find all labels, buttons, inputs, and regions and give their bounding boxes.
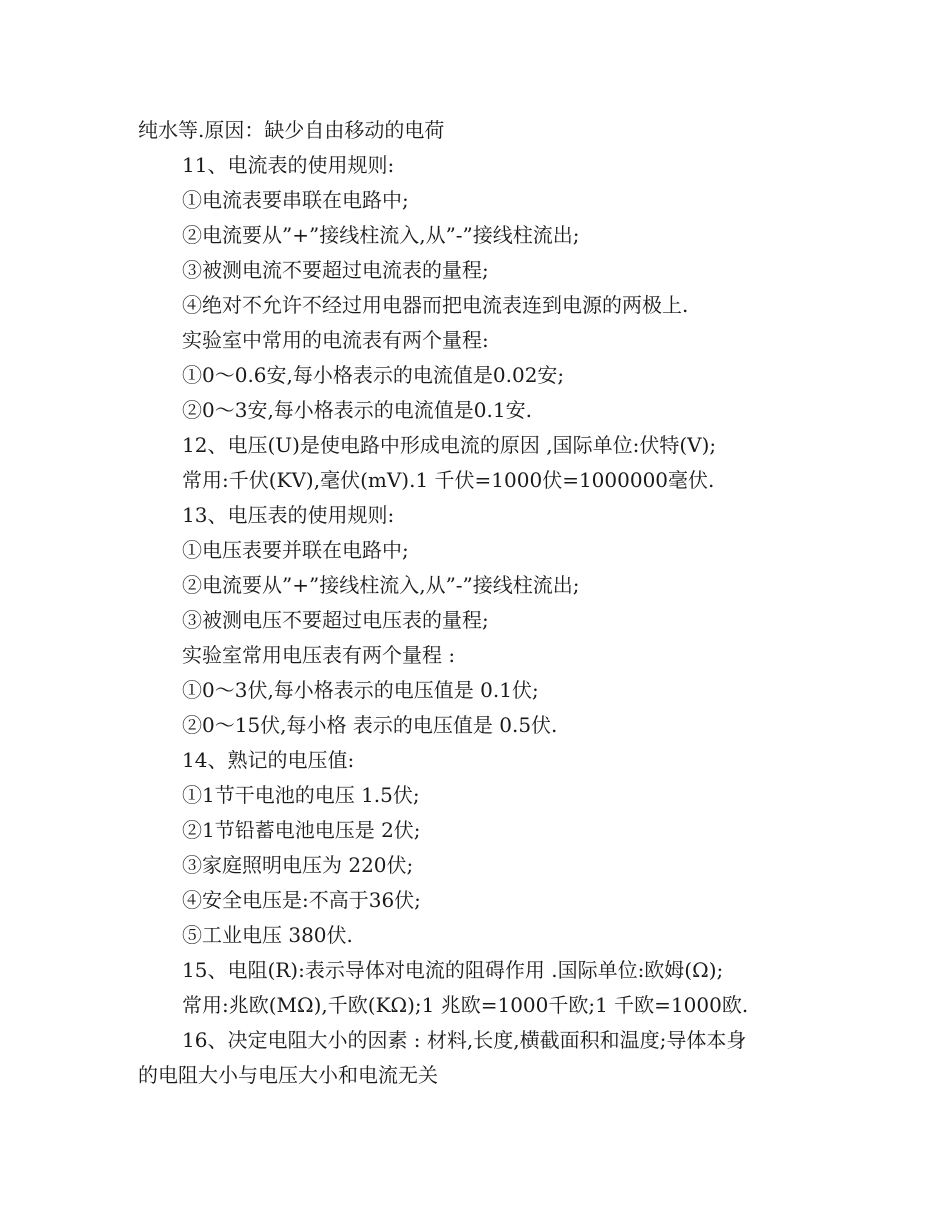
text-line: ②0～15伏,每小格 表示的电压值是 0.5伏. [182,713,558,737]
text-line: 15、电阻(R):表示导体对电流的阻碍作用 .国际单位:欧姆(Ω); [182,958,724,982]
text-line: ③被测电压不要超过电压表的量程; [182,608,489,632]
text-line: 13、电压表的使用规则: [182,503,395,527]
text-line: 16、决定电阻大小的因素 : 材料,长度,横截面积和温度;导体本身 [182,1028,747,1052]
text-line: 14、熟记的电压值: [182,748,355,772]
text-line: ②电流要从”+”接线柱流入,从”-”接线柱流出; [182,223,580,247]
text-line: ③被测电流不要超过电流表的量程; [182,258,489,282]
text-line: ④安全电压是:不高于36伏; [182,888,421,912]
text-line: ②0～3安,每小格表示的电流值是0.1安. [182,398,532,422]
text-line: ③家庭照明电压为 220伏; [182,853,414,877]
text-line: ④绝对不允许不经过用电器而把电流表连到电源的两极上. [182,293,689,317]
text-line: ①0～3伏,每小格表示的电压值是 0.1伏; [182,678,539,702]
text-line: 的电阻大小与电压大小和电流无关 [138,1063,438,1087]
text-line: 常用:兆欧(MΩ),千欧(KΩ);1 兆欧=1000千欧;1 千欧=1000欧. [182,993,749,1017]
text-line: 纯水等.原因：缺少自由移动的电荷 [138,118,445,142]
text-line: ⑤工业电压 380伏. [182,923,353,947]
text-line: ②1节铅蓄电池电压是 2伏; [182,818,421,842]
document-body [138,113,818,1093]
text-line: ①电压表要并联在电路中; [182,538,409,562]
text-line: ①1节干电池的电压 1.5伏; [182,783,420,807]
text-line: ①0～0.6安,每小格表示的电流值是0.02安; [182,363,565,387]
text-line: ①电流表要串联在电路中; [182,188,409,212]
text-line: 12、电压(U)是使电路中形成电流的原因 ,国际单位:伏特(V); [182,433,717,457]
text-line: 实验室中常用的电流表有两个量程: [182,328,489,352]
text-line: 常用:千伏(KV),毫伏(mV).1 千伏=1000伏=1000000毫伏. [182,468,715,492]
text-line: 11、电流表的使用规则: [182,153,395,177]
text-line: ②电流要从”+”接线柱流入,从”-”接线柱流出; [182,573,580,597]
text-line: 实验室常用电压表有两个量程 : [182,643,456,667]
